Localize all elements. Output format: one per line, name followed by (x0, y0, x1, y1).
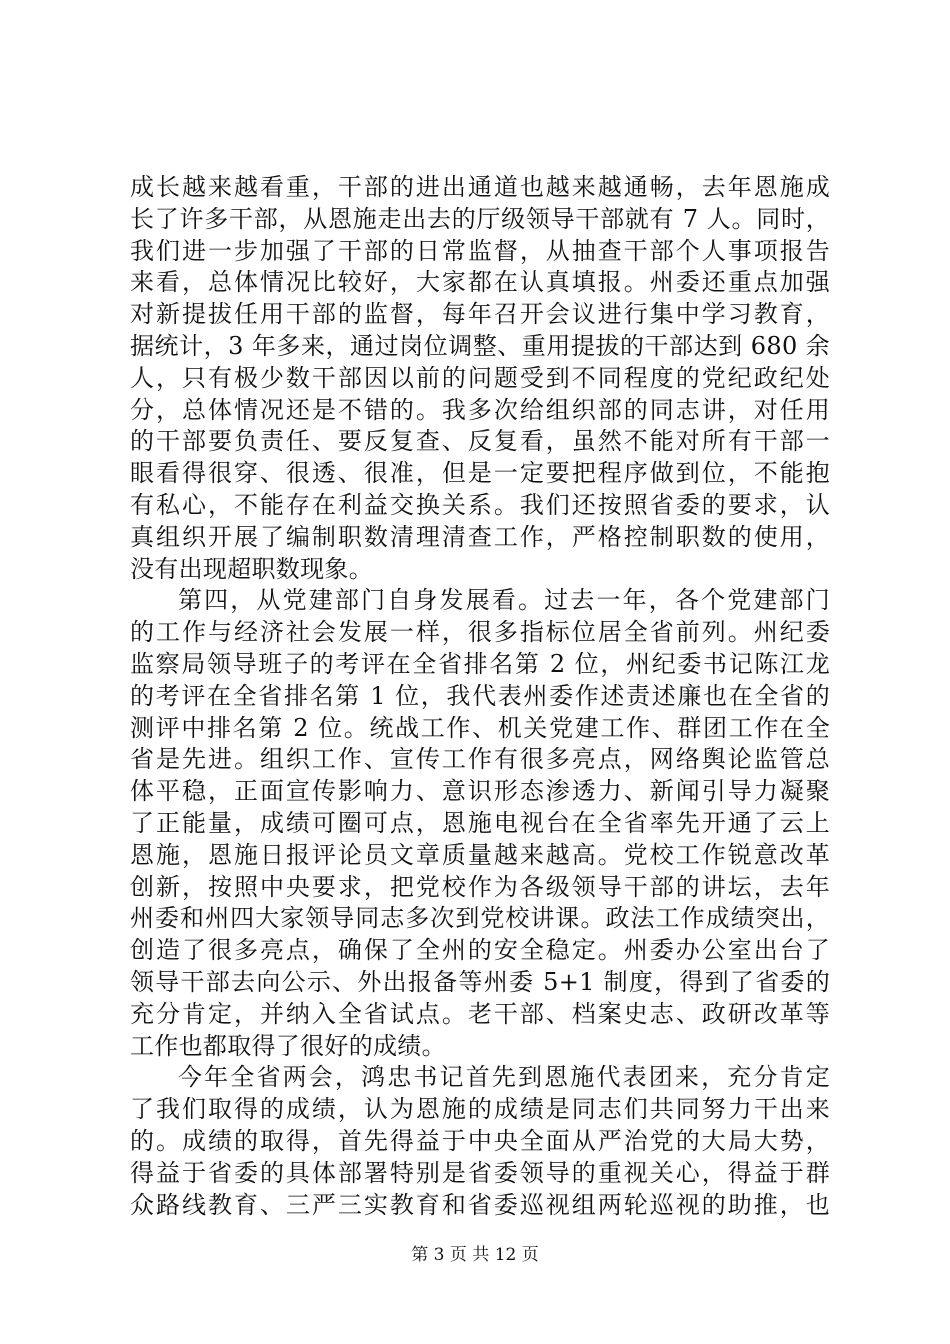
text-line: 有私心，不能存在利益交换关系。我们还按照省委的要求，认 (130, 490, 830, 519)
text-line: 的。成绩的取得，首先得益于中央全面从严治党的大局大势， (130, 1126, 830, 1155)
text-line: 充分肯定，并纳入全省试点。老干部、档案史志、政研改革等 (130, 999, 830, 1028)
page-number-footer: 第 3 页 共 12 页 (411, 1245, 539, 1265)
text-line: 的考评在全省排名第 1 位，我代表州委作述责述廉也在全省的 (130, 681, 830, 710)
text-line: 了正能量，成绩可圈可点，恩施电视台在全省率先开通了云上 (130, 808, 830, 837)
text-line: 眼看得很穿、很透、很准，但是一定要把程序做到位，不能抱 (130, 459, 830, 488)
text-line: 来看，总体情况比较好，大家都在认真填报。州委还重点加强 (130, 268, 830, 297)
body-text (130, 172, 830, 1221)
text-line: 我们进一步加强了干部的日常监督，从抽查干部个人事项报告 (130, 236, 830, 265)
text-line: 测评中排名第 2 位。统战工作、机关党建工作、群团工作在全 (130, 713, 830, 742)
text-line: 分，总体情况还是不错的。我多次给组织部的同志讲，对任用 (130, 395, 830, 424)
text-line: 体平稳，正面宣传影响力、意识形态渗透力、新闻引导力凝聚 (130, 777, 830, 806)
text-line: 创新，按照中央要求，把党校作为各级领导干部的讲坛，去年 (130, 872, 830, 901)
text-line: 真组织开展了编制职数清理清查工作，严格控制职数的使用， (130, 522, 830, 551)
text-line: 领导干部去向公示、外出报备等州委 5+1 制度，得到了省委的 (130, 967, 830, 996)
text-line: 监察局领导班子的考评在全省排名第 2 位，州纪委书记陈江龙 (130, 649, 830, 678)
text-line: 没有出现超职数现象。 (130, 554, 373, 583)
text-line: 州委和州四大家领导同志多次到党校讲课。政法工作成绩突出， (130, 904, 830, 933)
text-line: 省是先进。组织工作、宣传工作有很多亮点，网络舆论监管总 (130, 745, 830, 774)
text-line: 得益于省委的具体部署特别是省委领导的重视关心，得益于群 (130, 1158, 830, 1187)
text-line: 了我们取得的成绩，认为恩施的成绩是同志们共同努力干出来 (130, 1095, 830, 1124)
text-line: 创造了很多亮点，确保了全州的安全稳定。州委办公室出台了 (130, 936, 830, 965)
text-line: 长了许多干部，从恩施走出去的厅级领导干部就有 7 人。同时， (130, 204, 830, 233)
text-line: 据统计，3 年多来，通过岗位调整、重用提拔的干部达到 680 余 (130, 331, 830, 360)
text-line: 的工作与经济社会发展一样，很多指标位居全省前列。州纪委 (130, 618, 830, 647)
text-line: 工作也都取得了很好的成绩。 (130, 1031, 446, 1060)
text-line: 的干部要负责任、要反复查、反复看，虽然不能对所有干部一 (130, 427, 830, 456)
text-line: 众路线教育、三严三实教育和省委巡视组两轮巡视的助推，也 (130, 1190, 830, 1219)
paragraph-start-line: 今年全省两会，鸿忠书记首先到恩施代表团来，充分肯定 (178, 1063, 830, 1092)
paragraph-start-line: 第四，从党建部门自身发展看。过去一年，各个党建部门 (178, 586, 830, 615)
text-line: 恩施，恩施日报评论员文章质量越来越高。党校工作锐意改革 (130, 840, 830, 869)
text-line: 成长越来越看重，干部的进出通道也越来越通畅，去年恩施成 (130, 173, 830, 201)
text-line: 对新提拔任用干部的监督，每年召开会议进行集中学习教育， (130, 300, 830, 329)
text-line: 人，只有极少数干部因以前的问题受到不同程度的党纪政纪处 (130, 363, 830, 392)
